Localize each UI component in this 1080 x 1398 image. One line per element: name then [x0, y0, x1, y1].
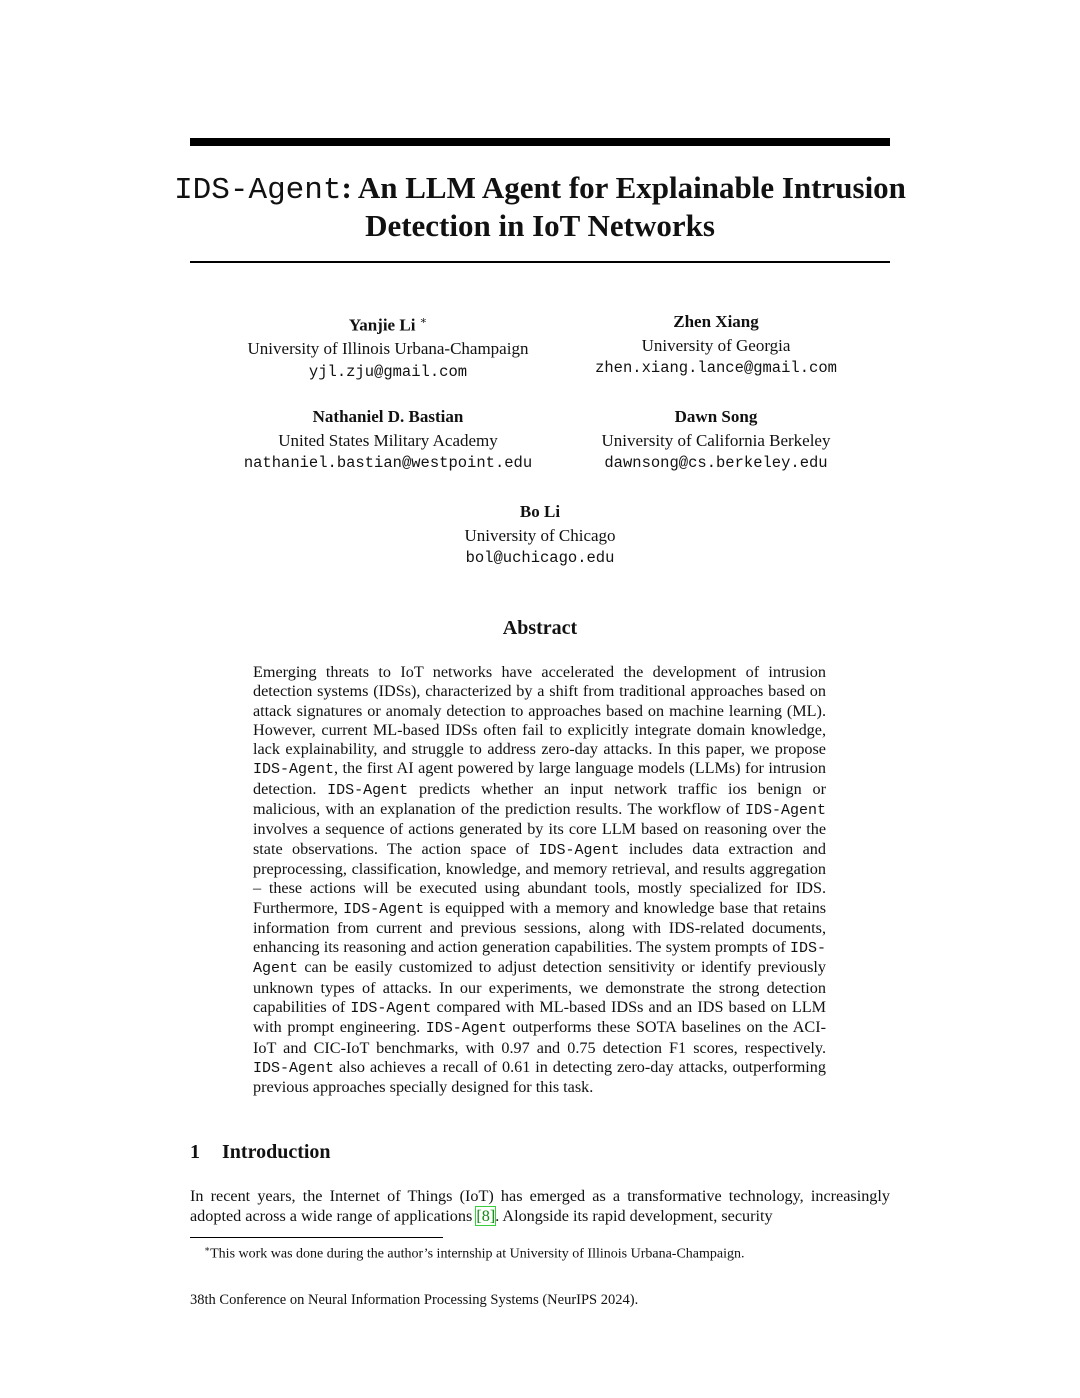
title-line-2: Detection in IoT Networks	[365, 208, 715, 243]
abstract-text: can be easily customized to adjust detection sensitivity or identify previously unknown types of attacks. In our experiments, we demonstrate the strong detection capabilities of	[253, 958, 826, 1017]
author-name: Dawn Song	[674, 407, 758, 426]
abstract-text: includes data extraction and preprocessing, classification, knowledge, and memory retrieval, and results aggregation – these actions will be executed using abundant tools, mostly specialized for IDS. Furthermore,	[253, 839, 826, 917]
system-name-inline: IDS-Agent	[253, 940, 826, 978]
author-name: Nathaniel D. Bastian	[312, 407, 464, 426]
intro-text: In recent years, the Internet of Things (IoT) has emerged as a transformative technology, increasingly adopted across a wide range of applications	[190, 1187, 890, 1225]
system-name-inline: IDS-Agent	[253, 1059, 335, 1077]
conference-note: 38th Conference on Neural Information Processing Systems (NeurIPS 2024).	[190, 1292, 639, 1308]
section-heading	[190, 1141, 331, 1164]
system-name-inline: IDS-Agent	[744, 802, 826, 820]
intro-text: . Alongside its rapid development, security	[495, 1207, 773, 1225]
author-block-4	[546, 405, 886, 476]
title-system-name: IDS-Agent	[174, 173, 342, 208]
system-name-inline: IDS-Agent	[425, 1020, 507, 1038]
paper-title	[160, 170, 920, 243]
author-affiliation: University of Chicago	[464, 525, 616, 545]
section-number: 1	[190, 1141, 200, 1163]
system-name-inline: IDS-Agent	[350, 1000, 432, 1018]
abstract-text: predicts whether an input network traffic ios benign or malicious, with an explanation of the prediction results. The workflow of	[253, 779, 826, 819]
title-top-rule	[190, 138, 890, 146]
abstract-text: outperforms these SOTA baselines on the ACI-IoT and CIC-IoT benchmarks, with 0.97 and 0.75 detection F1 scores, respectively.	[253, 1018, 826, 1057]
footnote-text: This work was done during the author’s internship at University of Illinois Urbana-Champaign.	[210, 1246, 745, 1262]
intro-paragraph	[190, 1186, 890, 1226]
author-affiliation: University of Illinois Urbana-Champaign	[247, 339, 529, 359]
footnote	[190, 1240, 890, 1264]
author-block-2	[546, 310, 886, 381]
author-block-1	[218, 310, 558, 384]
system-name-inline: IDS-Agent	[343, 900, 425, 918]
author-name: Zhen Xiang	[673, 312, 759, 331]
author-block-3	[218, 405, 558, 476]
author-email: zhen.xiang.lance@gmail.com	[595, 359, 837, 377]
system-name-inline: IDS-Agent	[253, 761, 335, 779]
footnote-rule	[190, 1237, 443, 1238]
abstract-text: compared with ML-based IDSs and an IDS based on LLM with prompt engineering.	[253, 998, 826, 1037]
abstract-text: involves a sequence of actions generated by its core LLM based on reasoning over the state observations. The action space of	[253, 820, 826, 858]
section-title: Introduction	[222, 1141, 331, 1163]
title-line-1: : An LLM Agent for Explainable Intrusion	[341, 170, 906, 205]
footnote-mark: ∗	[204, 1244, 211, 1254]
title-bottom-rule	[190, 261, 890, 263]
abstract-heading: Abstract	[502, 617, 578, 639]
author-affiliation: United States Military Academy	[278, 430, 498, 450]
author-email: yjl.zju@gmail.com	[308, 362, 468, 381]
author-affiliation: University of California Berkeley	[601, 430, 831, 450]
author-email: dawnsong@cs.berkeley.edu	[604, 454, 828, 472]
abstract-text: Emerging threats to IoT networks have accelerated the development of intrusion detection systems (IDSs), characterized by a shift from traditional approaches based on attack signatures or anomaly detection to approaches based on machine learning (ML). However, current ML-based IDSs often fail to explicitly integrate domain knowledge, lack explainability, and struggle to address zero-day attacks. In this paper, we propose	[253, 663, 826, 759]
author-block-5	[370, 500, 710, 571]
system-name-inline: IDS-Agent	[327, 781, 409, 799]
author-name: Bo Li	[519, 502, 561, 521]
author-name: Yanjie Li	[348, 315, 416, 335]
citation-link[interactable]: [8]	[476, 1207, 496, 1225]
author-footnote-mark: ∗	[419, 315, 428, 327]
abstract-text: , the first AI agent powered by large language models (LLMs) for intrusion detection.	[253, 759, 826, 798]
system-name-inline: IDS-Agent	[538, 841, 620, 859]
author-email: nathaniel.bastian@westpoint.edu	[243, 454, 533, 472]
author-affiliation: University of Georgia	[641, 335, 791, 355]
abstract-text: is equipped with a memory and knowledge base that retains information from current and previous sessions, along with IDS-related documents, enhancing its reasoning and action generation capabilities. The system prompts of	[253, 898, 826, 957]
abstract-body	[253, 663, 826, 1098]
abstract-text: also achieves a recall of 0.61 in detecting zero-day attacks, outperforming previous approaches specially designed for this task.	[253, 1057, 826, 1097]
author-email: bol@uchicago.edu	[465, 549, 615, 567]
